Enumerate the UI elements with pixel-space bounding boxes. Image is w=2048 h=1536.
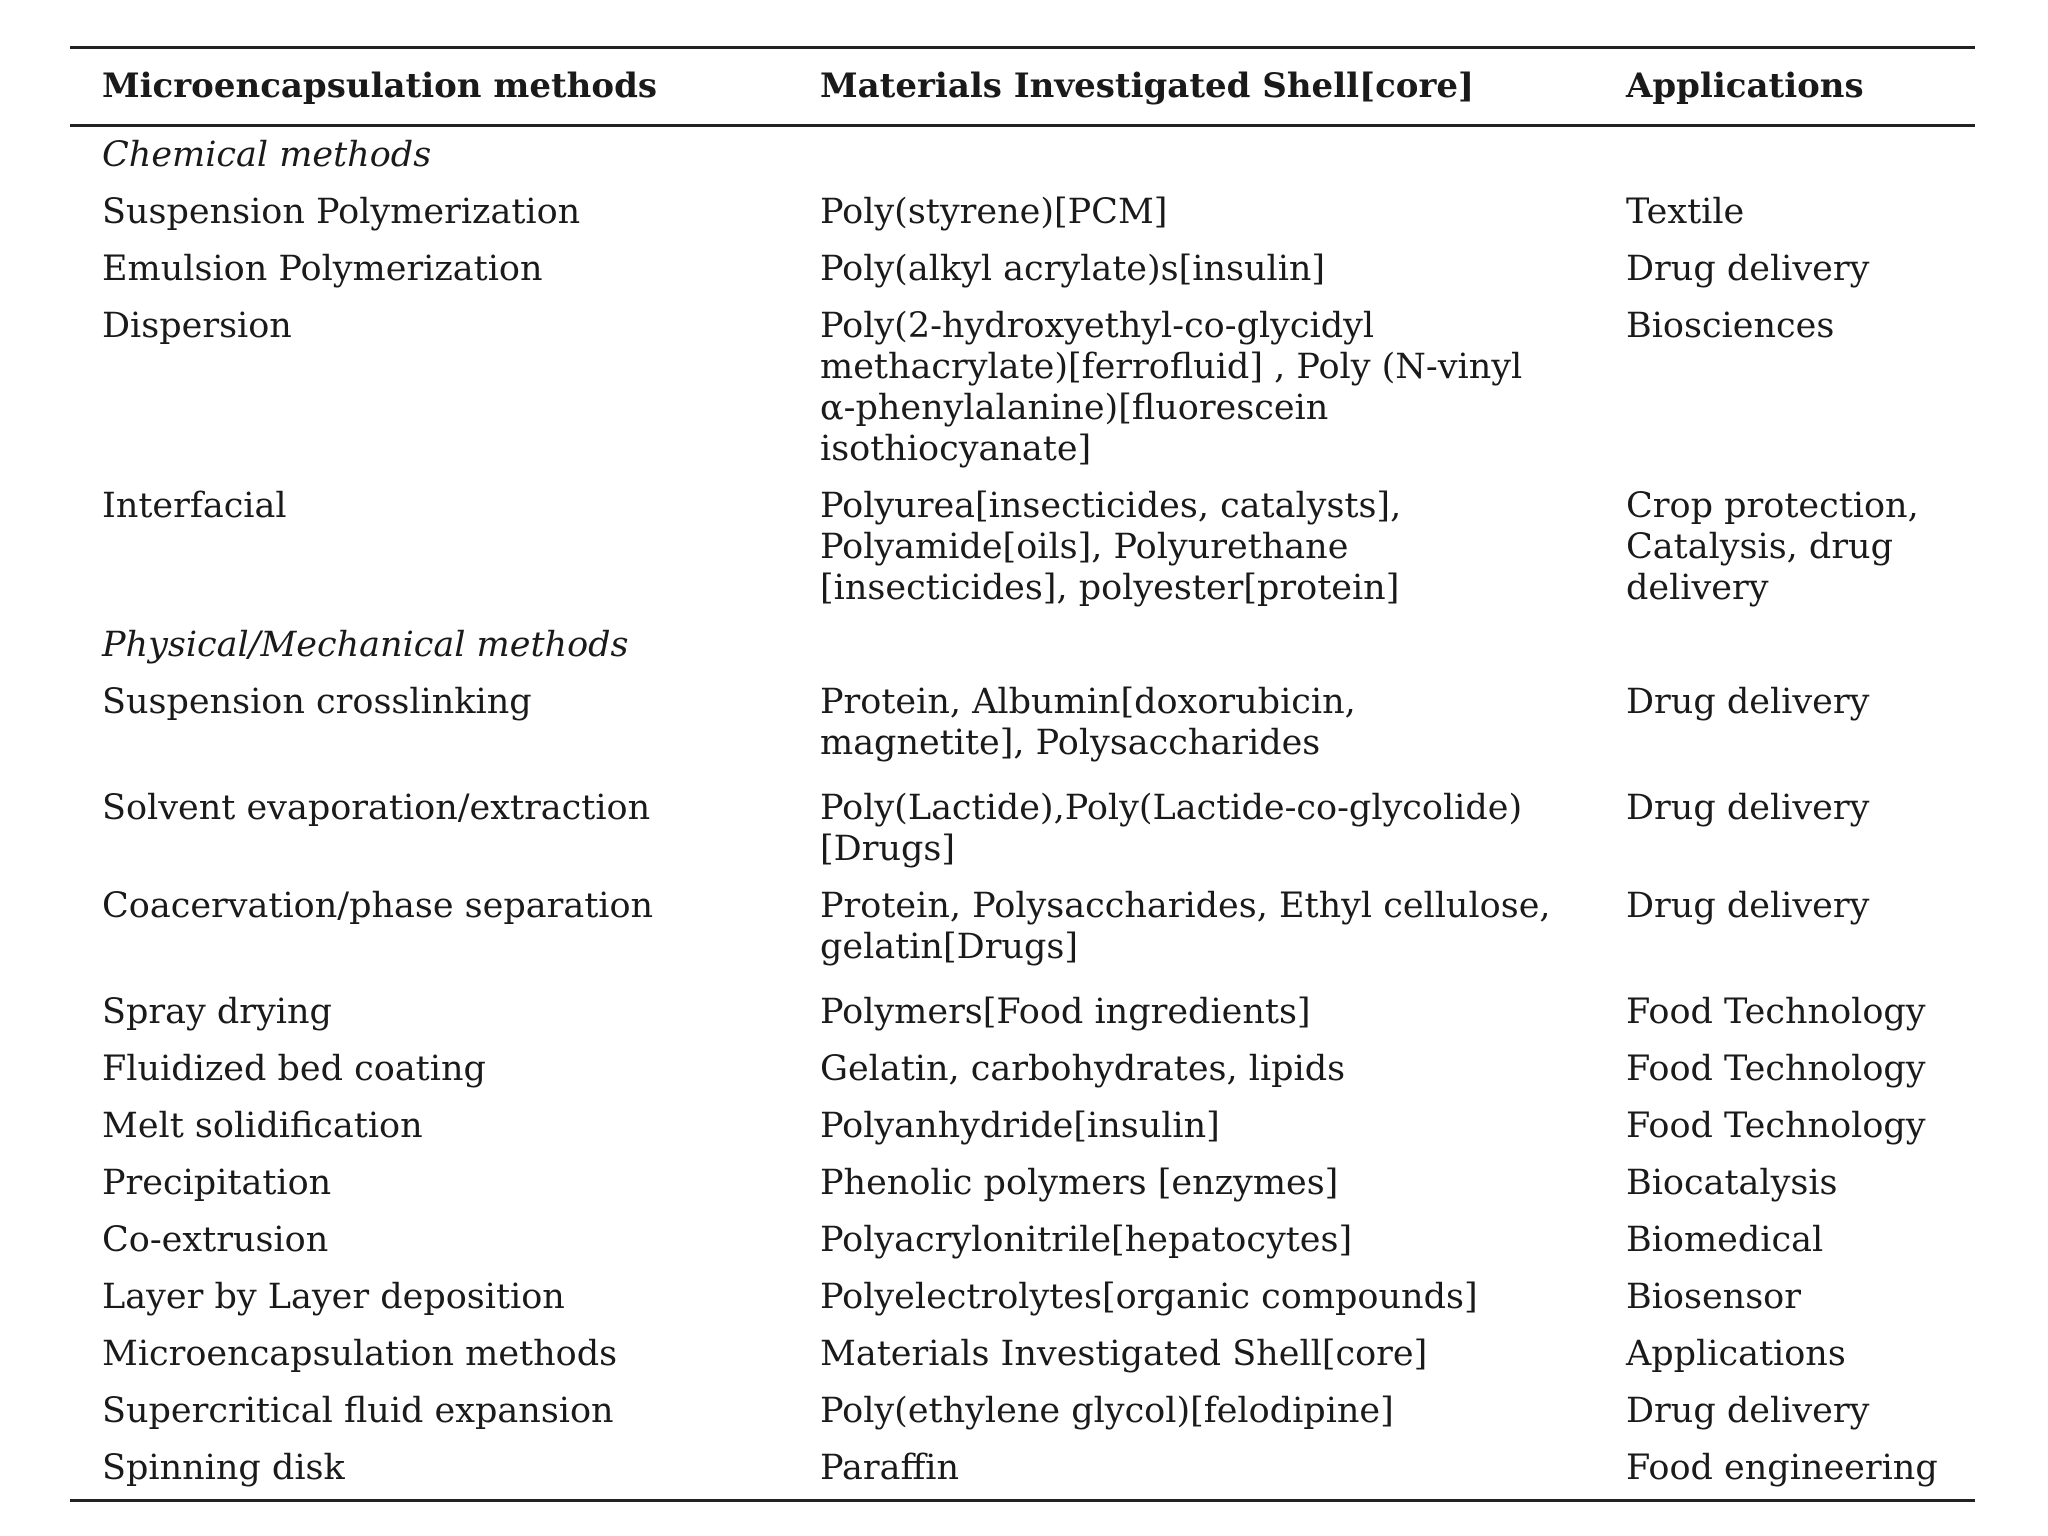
cell-method: Coacervation/phase separation	[102, 885, 654, 926]
cell-method: Emulsion Polymerization	[102, 248, 543, 289]
cell-materials: Poly(Lactide),Poly(Lactide-co-glycolide) [Drugs]	[820, 787, 1523, 869]
table-row	[70, 984, 1975, 1041]
cell-materials: Poly(ethylene glycol)[felodipine]	[820, 1390, 1394, 1431]
table-row	[70, 1212, 1975, 1269]
cell-application: Food Technology	[1626, 1105, 1926, 1146]
table-row	[70, 184, 1975, 241]
cell-application: Food Technology	[1626, 991, 1926, 1032]
table-row	[70, 674, 1975, 780]
cell-application: Food engineering	[1594, 1440, 1975, 1501]
cell-materials: Protein, Polysaccharides, Ethyl cellulose, gelatin[Drugs]	[820, 885, 1551, 967]
cell-materials: Polyacrylonitrile[hepatocytes]	[820, 1219, 1353, 1260]
cell-application: Drug delivery	[1626, 248, 1870, 289]
table-row	[70, 1041, 1975, 1098]
cell-method: Spray drying	[102, 991, 332, 1032]
cell-method: Dispersion	[102, 305, 292, 346]
cell-method: Precipitation	[102, 1162, 332, 1203]
table-row	[70, 241, 1975, 298]
cell-application: Drug delivery	[1626, 681, 1870, 722]
cell-materials: Polymers[Food ingredients]	[820, 991, 1311, 1032]
header-method: Microencapsulation methods	[70, 48, 788, 126]
cell-method: Suspension Polymerization	[102, 191, 581, 232]
cell-method: Spinning disk	[70, 1440, 788, 1501]
table-row	[70, 1326, 1975, 1383]
table-row	[70, 298, 1975, 478]
table-body	[70, 125, 1975, 1500]
cell-materials: Gelatin, carbohydrates, lipids	[820, 1048, 1346, 1089]
cell-application: Drug delivery	[1626, 1390, 1870, 1431]
cell-materials: Polyelectrolytes[organic compounds]	[820, 1276, 1478, 1317]
cell-application: Drug delivery	[1626, 787, 1870, 828]
cell-materials: Paraffin	[788, 1440, 1594, 1501]
table-row	[70, 478, 1975, 617]
cell-application: Biosciences	[1626, 305, 1835, 346]
cell-materials: Polyurea[insecticides, catalysts], Polyamide[oils], Polyurethane [insecticides], polyester[protein]	[820, 485, 1402, 608]
cell-method: Interfacial	[102, 485, 287, 526]
cell-application: Crop protection, Catalysis, drug delivery	[1626, 485, 1919, 608]
cell-materials: Phenolic polymers [enzymes]	[820, 1162, 1339, 1203]
cell-method: Layer by Layer deposition	[102, 1276, 565, 1317]
cell-application: Biocatalysis	[1626, 1162, 1838, 1203]
table-row	[70, 878, 1975, 984]
cell-method: Supercritical fluid expansion	[102, 1390, 614, 1431]
cell-method: Melt solidification	[102, 1105, 423, 1146]
cell-application: Textile	[1626, 191, 1745, 232]
cell-method: Solvent evaporation/extraction	[102, 787, 651, 828]
cell-materials: Materials Investigated Shell[core]	[820, 1333, 1428, 1374]
cell-materials: Polyanhydride[insulin]	[820, 1105, 1220, 1146]
cell-application: Biosensor	[1626, 1276, 1801, 1317]
section-label: Physical/Mechanical methods	[102, 624, 629, 665]
microencapsulation-table	[70, 46, 1975, 1502]
header-applications: Applications	[1594, 48, 1975, 126]
cell-method: Microencapsulation methods	[102, 1333, 618, 1374]
table-row	[70, 780, 1975, 878]
header-row	[70, 48, 1975, 126]
table-row	[70, 1440, 1975, 1501]
cell-materials: Poly(2-hydroxyethyl-co-glycidyl methacrylate)[ferrofluid] , Poly (N-vinyl α-phenylalanine)[fluorescein isothiocyanate]	[820, 305, 1523, 469]
cell-materials: Poly(styrene)[PCM]	[820, 191, 1168, 232]
section-row	[70, 617, 1975, 674]
cell-application: Applications	[1626, 1333, 1846, 1374]
cell-application: Drug delivery	[1626, 885, 1870, 926]
table-row	[70, 1155, 1975, 1212]
cell-materials: Poly(alkyl acrylate)s[insulin]	[820, 248, 1326, 289]
cell-materials: Protein, Albumin[doxorubicin, magnetite], Polysaccharides	[820, 681, 1356, 763]
section-row	[70, 125, 1975, 184]
cell-method: Suspension crosslinking	[102, 681, 532, 722]
section-label: Chemical methods	[102, 134, 432, 175]
table-row	[70, 1098, 1975, 1155]
table-row	[70, 1269, 1975, 1326]
cell-application: Biomedical	[1626, 1219, 1824, 1260]
cell-method: Co-extrusion	[102, 1219, 329, 1260]
header-materials: Materials Investigated Shell[core]	[788, 48, 1594, 126]
cell-method: Fluidized bed coating	[102, 1048, 486, 1089]
cell-application: Food Technology	[1626, 1048, 1926, 1089]
materials-table-container	[70, 46, 1975, 1502]
table-header	[70, 48, 1975, 126]
table-row	[70, 1383, 1975, 1440]
